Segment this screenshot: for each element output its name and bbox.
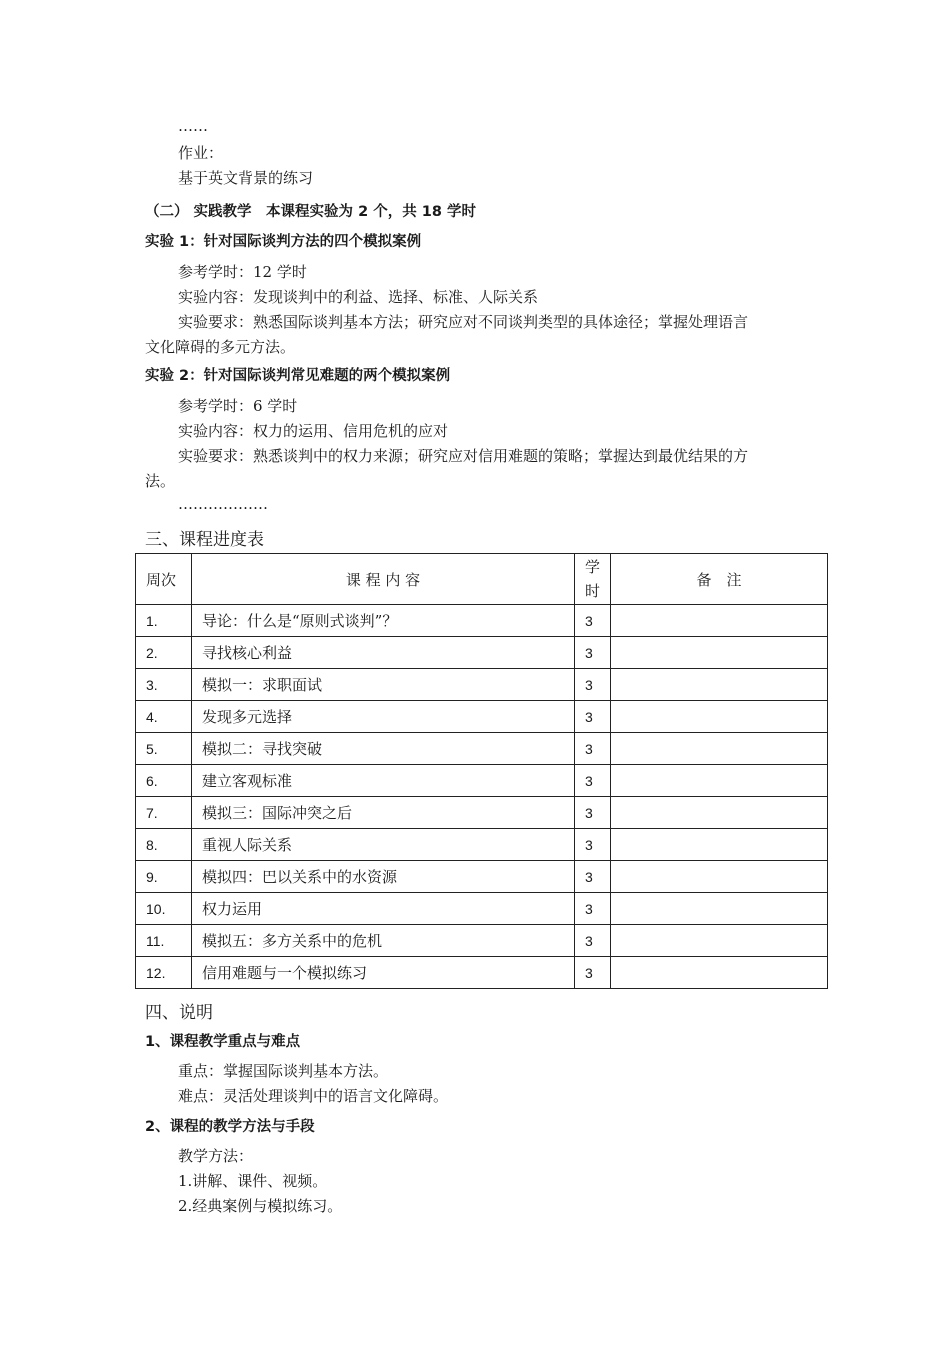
- notes-sub2: 2、课程的教学方法与手段: [145, 1119, 315, 1135]
- header-notes: 备 注: [611, 554, 828, 605]
- row-hours: 3: [575, 957, 611, 989]
- row-hours: 3: [575, 733, 611, 765]
- row-hours: 3: [575, 701, 611, 733]
- row-notes: [611, 861, 828, 893]
- method-2: 2.经典案例与模拟练习。: [178, 1197, 343, 1215]
- header-week: 周次: [136, 554, 192, 605]
- exp1-req-line2: 文化障碍的多元方法。: [145, 338, 296, 356]
- table-row: [136, 861, 828, 893]
- row-week: 12.: [136, 957, 192, 989]
- exp2-req-line2: 法。: [145, 472, 176, 490]
- row-week: 6.: [136, 765, 192, 797]
- row-week: 1.: [136, 605, 192, 637]
- exp1-title: 实验 1：针对国际谈判方法的四个模拟案例: [145, 234, 422, 250]
- row-week: 4.: [136, 701, 192, 733]
- row-hours: 3: [575, 861, 611, 893]
- difficulty: 难点：灵活处理谈判中的语言文化障碍。: [178, 1087, 449, 1105]
- row-week: 5.: [136, 733, 192, 765]
- row-hours: 3: [575, 893, 611, 925]
- row-content: 寻找核心利益: [192, 637, 575, 669]
- row-content: 模拟三：国际冲突之后: [192, 797, 575, 829]
- row-week: 8.: [136, 829, 192, 861]
- table-row: [136, 637, 828, 669]
- table-row: [136, 733, 828, 765]
- row-hours: 3: [575, 669, 611, 701]
- table-row: [136, 925, 828, 957]
- table-row: [136, 701, 828, 733]
- row-hours: 3: [575, 765, 611, 797]
- row-week: 11.: [136, 925, 192, 957]
- schedule-table: [135, 553, 828, 989]
- row-notes: [611, 797, 828, 829]
- row-notes: [611, 957, 828, 989]
- row-hours: 3: [575, 637, 611, 669]
- header-hours-bottom: 时: [584, 582, 600, 600]
- exp2-hours: 参考学时：6 学时: [178, 397, 298, 415]
- row-hours: 3: [575, 605, 611, 637]
- ellipsis-top: ……: [178, 117, 208, 135]
- row-content: 模拟一：求职面试: [192, 669, 575, 701]
- row-content: 建立客观标准: [192, 765, 575, 797]
- dots-separator: ………………: [178, 495, 268, 513]
- table-row: [136, 765, 828, 797]
- row-hours: 3: [575, 829, 611, 861]
- row-notes: [611, 829, 828, 861]
- notes-sub1: 1、课程教学重点与难点: [145, 1034, 301, 1050]
- row-content: 导论：什么是“原则式谈判”？: [192, 605, 575, 637]
- method-1: 1.讲解、课件、视频。: [178, 1172, 328, 1190]
- homework-text: 基于英文背景的练习: [178, 169, 314, 187]
- row-notes: [611, 765, 828, 797]
- table-row: [136, 957, 828, 989]
- exp1-content: 实验内容：发现谈判中的利益、选择、标准、人际关系: [178, 288, 539, 306]
- row-week: 3.: [136, 669, 192, 701]
- key-point: 重点：掌握国际谈判基本方法。: [178, 1062, 389, 1080]
- row-notes: [611, 893, 828, 925]
- schedule-heading: 三、课程进度表: [145, 530, 264, 550]
- row-content: 权力运用: [192, 893, 575, 925]
- row-week: 2.: [136, 637, 192, 669]
- table-row: [136, 797, 828, 829]
- row-notes: [611, 605, 828, 637]
- header-hours: [575, 554, 611, 605]
- homework-label: 作业：: [178, 144, 224, 162]
- row-content: 重视人际关系: [192, 829, 575, 861]
- row-hours: 3: [575, 797, 611, 829]
- row-content: 模拟二：寻找突破: [192, 733, 575, 765]
- row-notes: [611, 637, 828, 669]
- notes-heading: 四、说明: [145, 1003, 213, 1023]
- table-row: [136, 829, 828, 861]
- row-week: 9.: [136, 861, 192, 893]
- table-row: [136, 605, 828, 637]
- methods-label: 教学方法：: [178, 1147, 254, 1165]
- row-notes: [611, 669, 828, 701]
- practice-heading: （二） 实践教学 本课程实验为 2 个，共 18 学时: [145, 204, 477, 220]
- row-week: 10.: [136, 893, 192, 925]
- row-notes: [611, 925, 828, 957]
- row-content: 模拟五：多方关系中的危机: [192, 925, 575, 957]
- row-notes: [611, 733, 828, 765]
- table-row: [136, 893, 828, 925]
- row-hours: 3: [575, 925, 611, 957]
- exp2-req-line1: 实验要求：熟悉谈判中的权力来源；研究应对信用难题的策略；掌握达到最优结果的方: [178, 447, 749, 465]
- exp2-content: 实验内容：权力的运用、信用危机的应对: [178, 422, 449, 440]
- row-notes: [611, 701, 828, 733]
- row-content: 发现多元选择: [192, 701, 575, 733]
- table-row: [136, 669, 828, 701]
- header-content: 课 程 内 容: [192, 554, 575, 605]
- exp2-title: 实验 2：针对国际谈判常见难题的两个模拟案例: [145, 368, 451, 384]
- row-content: 信用难题与一个模拟练习: [192, 957, 575, 989]
- exp1-hours: 参考学时：12 学时: [178, 263, 307, 281]
- row-week: 7.: [136, 797, 192, 829]
- row-content: 模拟四：巴以关系中的水资源: [192, 861, 575, 893]
- schedule-header-row: [136, 554, 828, 605]
- exp1-req-line1: 实验要求：熟悉国际谈判基本方法；研究应对不同谈判类型的具体途径；掌握处理语言: [178, 313, 749, 331]
- header-hours-top: 学: [584, 558, 600, 576]
